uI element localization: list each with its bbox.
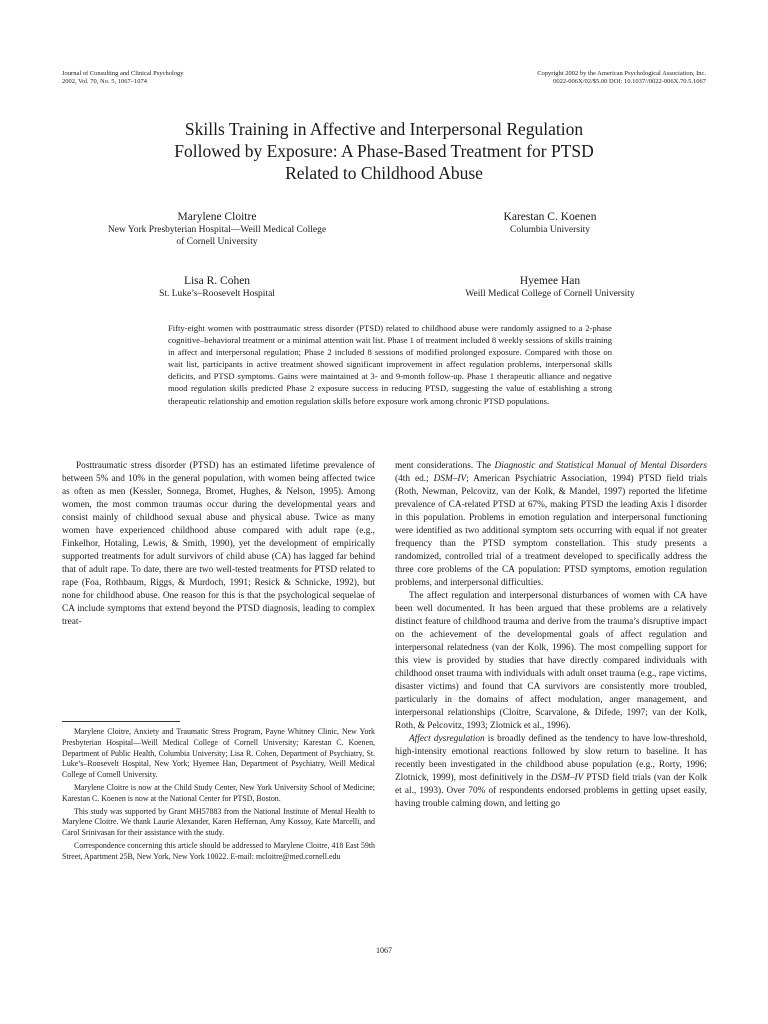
- body-column-left: [62, 460, 375, 629]
- body-paragraph: Posttraumatic stress disorder (PTSD) has an estimated lifetime prevalence of between 5% and 10% in the general population, with women being affected twice as often as men (Kessler, Sonnega, Bromet, Hughes, & Nelson, 1995). Among women, the most common traumas occur during the developmental years and consist mainly of childhood sexual abuse and physical abuse. Twice as many women have experienced childhood abuse compared with adult rape (e.g., Finkelhor, Hotaling, Lewis, & Smith, 1990), yet the development of empirically supported treatments for adult survivors of child abuse (CA) has lagged far behind that of adult rape. To date, there are two well-tested treatments for PTSD related to rape (Foa, Rothbaum, Riggs, & Murdoch, 1991; Resick & Schnicke, 1992), but none for childhood abuse. One reason for this is that the psychological sequelae of CA include symptoms that extend beyond the PTSD diagnosis, leading to complex treat-: [62, 461, 375, 627]
- author-note: [62, 727, 375, 865]
- author-affiliation-cont: of Cornell University: [176, 237, 258, 247]
- title-line-2: Followed by Exposure: A Phase-Based Treatment for PTSD: [174, 141, 594, 161]
- author-affiliation: New York Presbyterian Hospital—Weill Medical College: [107, 225, 327, 235]
- author-affiliation: Weill Medical College of Cornell University: [465, 289, 635, 299]
- footnote: Marylene Cloitre is now at the Child Study Center, New York University School of Medicine; Karestan C. Koenen is now at the National Center for PTSD, Boston.: [62, 782, 375, 803]
- footnote: This study was supported by Grant MH57883 from the National Institute of Mental Health to Marylene Cloitre. We thank Laurie Alexander, Karen Heffernan, Amy Kossoy, Kate Marcelli, and Carol Srinivasan for their assistance with the study.: [62, 806, 375, 838]
- journal-citation: [62, 70, 184, 86]
- dsm-title: Diagnostic and Statistical Manual of Mental Disorders: [494, 461, 707, 471]
- body-paragraph: [395, 460, 707, 590]
- author-name: Marylene Cloitre: [177, 211, 257, 223]
- author-block: [62, 274, 372, 300]
- footnote-divider: [62, 721, 180, 722]
- copyright-line: Copyright 2002 by the American Psychological Association, Inc.: [537, 70, 706, 77]
- doi-line: 0022-006X/02/$5.00 DOI: 10.1037//0022-006X.70.5.1067: [553, 78, 706, 85]
- text-run: PTSD field trials (van der Kolk et al., 1993). Over 70% of respondents endorsed problems in getting upset easily, having trouble calming down, and letting go: [395, 773, 707, 809]
- copyright-notice: [537, 70, 706, 86]
- body-column-right: [395, 460, 707, 811]
- abstract: Fifty-eight women with posttraumatic stress disorder (PTSD) related to childhood abuse were randomly assigned to a 2-phase cognitive–behavioral treatment or a minimal attention wait list. Phase 1 of treatment included 8 weekly sessions of skills training in affect and interpersonal regulation; Phase 2 included 8 sessions of modified prolonged exposure. Compared with those on wait list, participants in active treatment showed significant improvement in affect regulation problems, interpersonal skills deficits, and PTSD symptoms. Gains were maintained at 3- and 9-month follow-up. Phase 1 therapeutic alliance and negative mood regulation skills predicted Phase 2 exposure success in reducing PTSD, suggesting the value of establishing a strong therapeutic relationship and emotion regulation skills before exposure work among chronic PTSD populations.: [168, 323, 612, 406]
- title-line-3: Related to Childhood Abuse: [285, 163, 483, 183]
- journal-volume: 2002, Vol. 70, No. 5, 1067–1074: [62, 78, 147, 85]
- term-affect-dysregulation: Affect dysregulation: [409, 734, 485, 744]
- page-number: 1067: [376, 946, 392, 955]
- footnote-correspondence: Correspondence concerning this article should be addressed to Marylene Cloitre, 418 East 59th Street, Apartment 25B, New York, New York 10022. E-mail: mcloitre@med.cornell.edu: [62, 840, 375, 861]
- author-block: [62, 210, 372, 248]
- dsm-abbrev: DSM–IV: [550, 773, 584, 783]
- author-affiliation: Columbia University: [510, 225, 590, 235]
- dsm-abbrev: DSM–IV: [433, 474, 467, 484]
- author-block: [400, 210, 700, 236]
- author-name: Lisa R. Cohen: [183, 275, 251, 287]
- text-run: ment considerations. The: [395, 461, 495, 471]
- text-run: (4th ed.;: [395, 474, 434, 484]
- author-affiliation: St. Luke’s–Roosevelt Hospital: [159, 289, 275, 299]
- article-title: [62, 118, 706, 184]
- author-name: Karestan C. Koenen: [503, 211, 597, 223]
- footnote: Marylene Cloitre, Anxiety and Traumatic Stress Program, Payne Whitney Clinic, New York Presbyterian Hospital—Weill Medical College of Cornell University; Karestan C. Koenen, Department of Public Health, Columbia University; Lisa R. Cohen, Department of Psychiatry, St. Luke’s–Roosevelt Hospital, New York; Hyemee Han, Department of Psychiatry, Weill Medical College of Cornell University.: [62, 727, 375, 780]
- title-line-1: Skills Training in Affective and Interpersonal Regulation: [184, 119, 584, 139]
- body-paragraph: The affect regulation and interpersonal disturbances of women with CA have been well documented. It has been argued that these problems are a relatively distinct feature of childhood trauma and derive from the trauma’s disruptive impact on the achievement of the developmental goals of affect regulation and interpersonal relatedness (van der Kolk, 1996). The most compelling support for this view is provided by studies that have directly compared individuals with childhood onset trauma with individuals with adult onset trauma (e.g., rape victims, disaster victims) and found that CA survivors are consistently more troubled, particularly in the domains of affect modulation, anger management, and interpersonal relationships (Cloitre, Scarvalone, & Difede, 1997; van der Kolk, Roth, & Pelcovitz, 1993; Zlotnick et al., 1996).: [395, 591, 707, 731]
- text-run: ; American Psychiatric Association, 1994) PTSD field trials (Roth, Newman, Pelcovitz, van der Kolk, & Mandel, 1997) reported the lifetime prevalence of CA-related PTSD at 67%, making PTSD the leading Axis I disorder in this population. Problems in emotion regulation and interpersonal functioning were identified as two additional symptom sets occurring with equal if not greater frequency than the PTSD symptom constellation. This study presents a randomized, controlled trial of a treatment developed to specifically address the three core problems of the CA population: PTSD symptoms, emotion regulation problems, and interpersonal difficulties.: [395, 474, 708, 588]
- body-paragraph: [395, 733, 707, 811]
- author-name: Hyemee Han: [519, 275, 581, 287]
- author-block: [400, 274, 700, 300]
- text-run: is broadly defined as the tendency to have low-threshold, high-intensity emotional reactions followed by slow return to baseline. It has recently been investigated in the childhood abuse population (e.g., Rorty, 1996; Zlotnick, 1999), most definitively in the: [395, 734, 707, 783]
- journal-name: Journal of Consulting and Clinical Psychology: [62, 70, 184, 77]
